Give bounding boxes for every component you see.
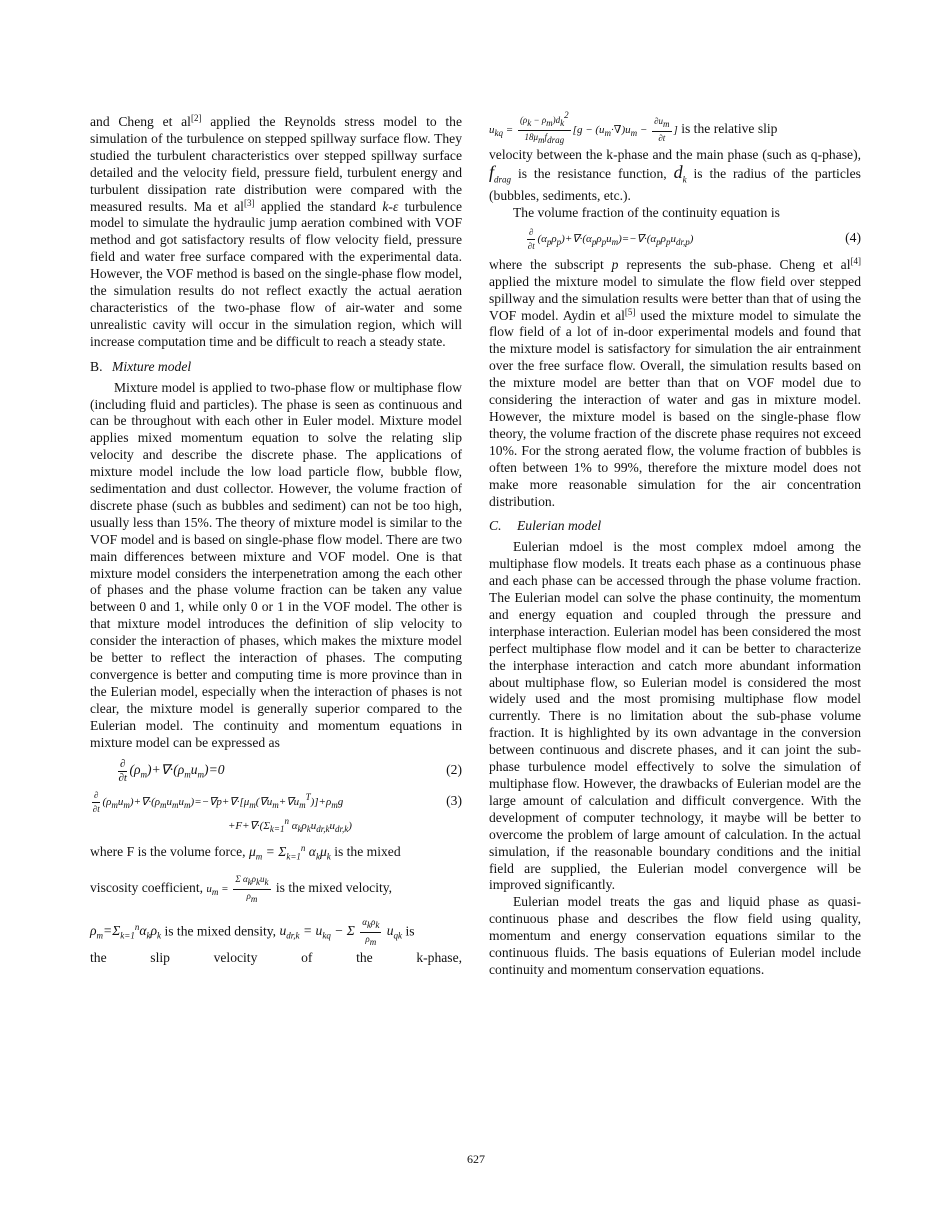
intro-text-d: turbulence model to simulate the hydraulic jump aeration combined with VOF method and got satisfactory results of flow velocity field, pressure field and water free surface compared with the experimental data. However, the VOF method is based on the single-phase flow model, the simulation results do not reflect exactly the actual aeration characteristics of the two-phase flow of air-water and some unrealistic cavity will occur in the simulation region, which will increase computation time and be difficult to reach a steady state. — [90, 198, 462, 349]
last-word-1: the — [90, 950, 107, 966]
where-text-c: viscosity coefficient, — [90, 880, 203, 896]
last-word-2: slip — [150, 950, 170, 966]
where-line-2: viscosity coefficient, $u_m$ = $\frac{\Sigma \alpha_k\rho_ku_k}{\rho_m}$ is the mixed velocity, — [90, 874, 393, 904]
last-word-4: of — [301, 950, 313, 966]
where-text-b: is the mixed — [334, 843, 401, 859]
section-c-heading — [489, 518, 861, 535]
last-word-5: the — [356, 950, 373, 966]
slip-line-1: $u_{kq}$ = $\frac{(\rho_k - \rho_m)d_k^2}{18\mu_mf_{drag}}$ [$g - (u_m\cdot\nabla)u_m$ − $\frac{\partial u_m}{\partial t}$ ] is the relative slip — [489, 110, 778, 145]
section-b-heading — [90, 359, 462, 376]
equation-4-number: (4) — [845, 229, 861, 245]
slip-text-d: is the radius of the particles (bubbles, sediments, etc.). — [489, 165, 861, 203]
intro-text-b: applied the Reynolds stress model to the simulation of the turbulence on stepped spillway surface flow. They studied the turbulent characteristics over stepped spillway surface detailed and the velocity field, pressure field, turbulent energy and turbulent dissipation rate distribution were compared with the measured results. Ma et al — [90, 114, 462, 214]
slip-line-2: velocity between the k-phase and the main phase (such as q-phase), $f_{drag}$ is the resistance function, $d_k$ is the radius of the particles (bubbles, sediments, etc.). — [489, 146, 861, 203]
eulerian-paragraph-2: Eulerian model treats the gas and liquid phase as quasi-continuous phase and describes the flow field using quality, momentum and energy conservation equations similar to the continuous fluids. The basis equations of Eulerian model include continuity and momentum conservation equations. — [489, 894, 861, 977]
slip-text-b: velocity between the k-phase and the main phase (such as q-phase), — [489, 146, 861, 162]
citation-4: [4] — [850, 255, 861, 266]
last-word-6: k-phase, — [416, 950, 463, 966]
slip-text-a: is the relative slip — [681, 120, 778, 136]
k-epsilon-term: k-ε — [382, 198, 399, 214]
section-b-label: B. — [90, 358, 103, 374]
where-text-d: is the mixed velocity, — [275, 880, 393, 896]
after-eq4-paragraph — [489, 257, 861, 511]
last-word-3: velocity — [213, 950, 258, 966]
where-line-1: where F is the volume force, $\mu_m = \Sigma_{k=1}^n$ $\alpha_k\mu_k$ is the mixed — [90, 842, 401, 862]
where-text-e: is the mixed density, — [164, 923, 277, 939]
intro-paragraph — [90, 114, 462, 351]
after-eq4-text-b: represents the sub-phase. Cheng et al — [618, 256, 851, 272]
left-column — [90, 114, 462, 967]
equation-3-number: (3) — [446, 792, 462, 808]
equation-2: $\frac{\partial}{\partial t}$ $(\rho_m)+\nabla\cdot(\rho_mu_m)=0$ (2) — [118, 757, 462, 784]
continuity-intro: The volume fraction of the continuity equation is — [513, 204, 780, 220]
where-line-3: $\rho_m=\Sigma_{k=1}^n\alpha_k\rho_k$ is the mixed density, $u_{dr,k} = u_{kq} - \Sigma$ $\frac{\alpha_k\rho_k}{\rho_m}$ $u_{qk}$ is — [90, 916, 415, 947]
eulerian-paragraph-1: Eulerian mdoel is the most complex mdoel among the multiphase flow models. It treats each phase as a continuous phase and each phase can be accessed through the phase volume fraction. The Eulerian model can solve the phase continuity, the momentum and energy equation and coupled through the pressure and interphase interaction. Eulerian model has been considered the most perfect multiphase flow model and it can be better to characterize the interphase interaction and catch more abundant information about multiphase flow, so Eulerian model is considered the most widely used and the most promising multiphase flow model currently. There is no limitation about the sub-phase volume fraction. It is highlighted by its own advantage in the conversion between continuous and discrete phases, and it can joint the sub-phase turbulence model effectively to solve the simulation of multiphase flow. However, the drawbacks of Eulerian model are the large amount of calculation and difficult convergence. With the development of computer technology, it maybe will be better to overcome the problem of large amount of calculation. In the actual simulation, if the reasonable boundary conditions and the initial field are supplied, the Eulerian model convergence will be improved significantly. — [489, 539, 861, 893]
page-number: 627 — [467, 1152, 485, 1166]
intro-text-a: and Cheng et al — [90, 114, 191, 129]
after-eq4-text-a: where the subscript — [489, 256, 612, 272]
after-eq4-text-d: used the mixture model to simulate the flow field of a lot of in-door experimental models and found that the mixture model is satisfactory for simulation the air entrainment over the free surface flow. Overall, the simulation results based on the mixture model are better than that on VOF model due to considering the interaction of water and gas in mixture model. However, the mixture model is based on the single-phase flow theory, the volume fraction of the discrete phase requires not exceed 10%. For the strong aerated flow, the volume fraction of bubbles is often between 1% to 99%, therefore the mixture model does not make more reasonable simulation for the air concentration distribution. — [489, 307, 861, 509]
equation-3: $\frac{\partial}{\partial t}$ $(\rho_mu_m)+\nabla\cdot(\rho_mu_mu_m)=-\nabla p+\nabla\cdot[\mu_m(\nabla u_m+\nabla u_m^T)]+\rho_mg$ (3) $+F+\nabla\cdot(\Sigma_{k=1}^n$ $\alpha_k\rho_ku_{dr,k}u_{dr,k}$) — [92, 789, 462, 834]
equation-4: $\frac{\partial}{\partial t}$ $(\alpha_p\rho_p)+\nabla\cdot(\alpha_p\rho_pu_m)=-\nabla\cdot(\alpha_p\rho_pu_{dr,p})$ (4) — [527, 226, 861, 251]
equation-2-number: (2) — [446, 761, 462, 777]
section-b-title: Mixture model — [112, 358, 192, 374]
right-column — [489, 110, 861, 979]
where-text-a: where F is the volume force, — [90, 843, 246, 859]
citation-5: [5] — [624, 306, 636, 317]
last-line — [90, 950, 462, 967]
after-eq4-text-c: applied the mixture model to simulate the flow field over stepped spillway and the simulation results were better than that of using the VOF model. Aydin et al — [489, 273, 861, 323]
citation-2: [2] — [190, 113, 202, 123]
mixture-paragraph: Mixture model is applied to two-phase flow or multiphase flow (including fluid and particles). The phase is seen as continuous and can be throughout with each other in Euler model. Mixture model applies mixed momentum equation to solve the relating slip velocity and describe the discrete phase. The applications of mixture model include the low load particle flow, bubble flow, sedimentation and dust collector. However, the volume fraction of discrete phase (such as bubbles and sediment) can not be too high, usually less than 15%. The theory of mixture model is similar to the VOF model and is based on single-phase flow model. There are two main differences between mixture and VOF model. One is that mixture model considers the interpenetration among the each other of phases and the phase volume fraction can be taken any value between 0 and 1, while only 0 or 1 in the VOF model. The other is that mixture model introduces the definition of slip velocity to consider the interaction of phases, which makes the mixture model be better to reflect the interaction of phases. The computing convergence is better and computing time is more province than in the Eulerian model, especially when the interaction of phases is not clear, the mixture model is generally superior compared to the Eulerian model. The continuity and momentum equations in mixture model can be expressed as — [90, 379, 462, 750]
section-c-title: Eulerian model — [517, 518, 602, 534]
intro-text-c: applied the standard — [254, 198, 383, 214]
where-text-f: is — [405, 923, 415, 939]
subscript-p: p — [611, 256, 619, 272]
slip-text-c: is the resistance function, — [517, 165, 667, 181]
citation-3: [3] — [243, 197, 255, 208]
section-c-label: C. — [489, 518, 502, 534]
